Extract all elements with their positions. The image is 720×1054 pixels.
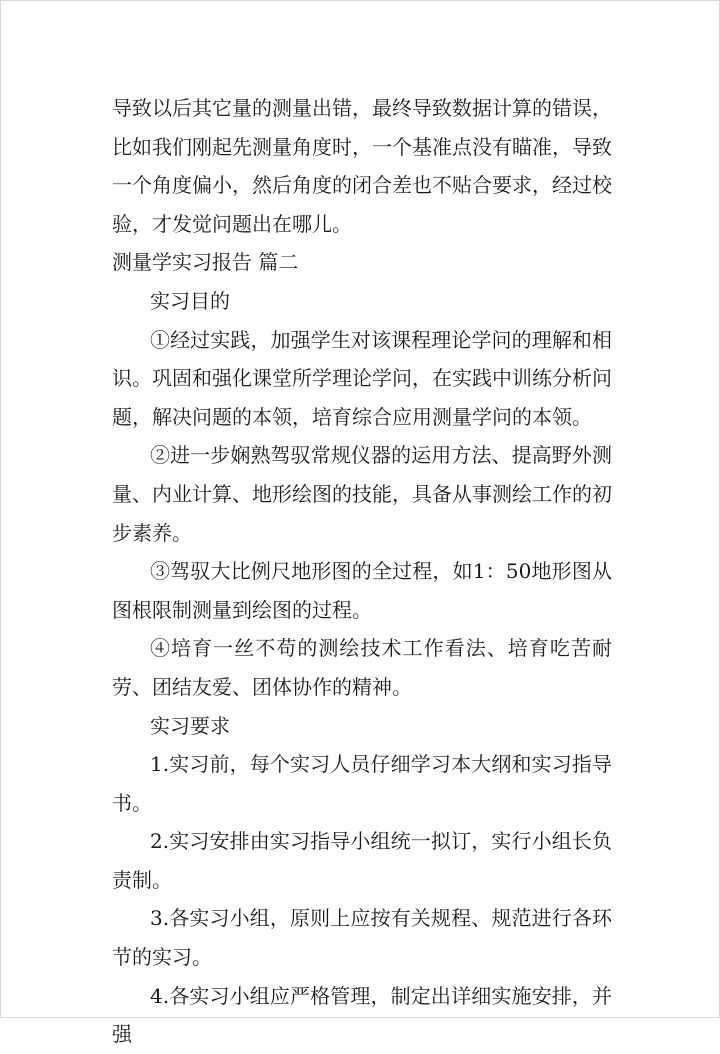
document-body [112,89,612,1054]
section-heading: 测量学实习报告 篇二 [112,250,299,275]
requirement-item-1: 1.实习前，每个实习人员仔细学习本大纲和实习指导书。 [112,752,612,815]
requirement-item-3: 3.各实习小组，原则上应按有关规程、规范进行各环节的实习。 [112,906,612,970]
purpose-item-2: ②进一步娴熟驾驭常规仪器的运用方法、提高野外测量、内业计算、地形绘图的技能，具备从事测绘工作的初步素养。 [112,443,612,545]
purpose-item-4: ④培育一丝不苟的测绘技术工作看法、培育吃苦耐劳、团结友爱、团体协作的精神。 [112,636,612,699]
subheading-requirements: 实习要求 [150,713,230,738]
subheading-purpose: 实习目的 [150,288,230,313]
requirement-item-4: 4.各实习小组应严格管理，制定出详细实施安排，并强 [112,983,612,1047]
body-paragraph-continuation: 导致以后其它量的测量出错，最终导致数据计算的错误，比如我们刚起先测量角度时，一个基准点没有瞄准，导致一个角度偏小，然后角度的闭合差也不贴合要求，经过校验，才发觉问题出在哪儿。 [112,96,612,236]
purpose-item-1: ①经过实践，加强学生对该课程理论学问的理解和相识。巩固和强化课堂所学理论学问，在实践中训练分析问题，解决问题的本领，培育综合应用测量学问的本领。 [112,327,612,429]
purpose-item-3: ③驾驭大比例尺地形图的全过程，如1：50地形图从图根限制测量到绘图的过程。 [112,559,612,622]
requirement-item-2: 2.实习安排由实习指导小组统一拟订，实行小组长负责制。 [112,829,612,892]
